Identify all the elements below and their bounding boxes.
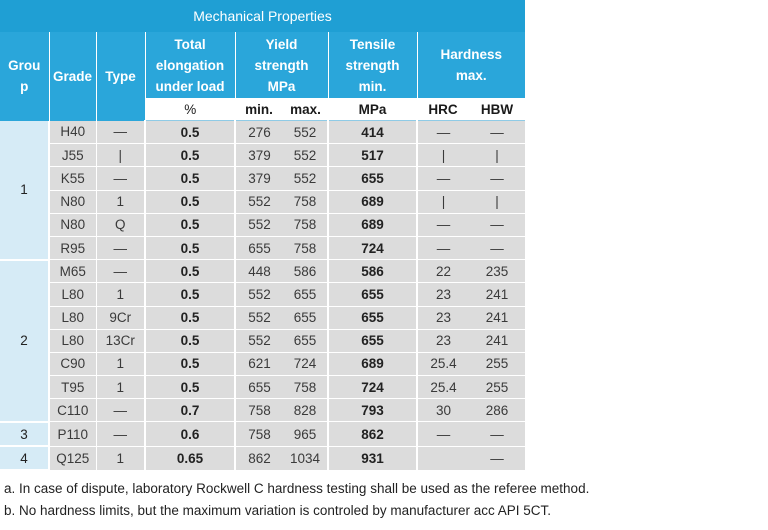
cell-type: 1 (96, 283, 145, 306)
cell-grade: N80 (49, 213, 96, 236)
cell-hbw: 241 (469, 329, 525, 352)
cell-type: 1 (96, 376, 145, 399)
cell-type: — (96, 260, 145, 283)
cell-ymax: 1034 (283, 446, 328, 470)
table-row (0, 213, 525, 236)
cell-type: — (96, 399, 145, 422)
table-row (0, 329, 525, 352)
cell-ymax: 655 (283, 283, 328, 306)
unit-hrc: HRC (417, 98, 469, 121)
cell-ymax: 758 (283, 376, 328, 399)
cell-ymax: 828 (283, 399, 328, 422)
cell-grade: P110 (49, 422, 96, 446)
cell-ymin: 862 (235, 446, 283, 470)
cell-ymax: 552 (283, 144, 328, 167)
cell-ymin: 758 (235, 422, 283, 446)
table-row (0, 144, 525, 167)
table-row (0, 376, 525, 399)
cell-hbw: 286 (469, 399, 525, 422)
cell-ymin: 758 (235, 399, 283, 422)
cell-grade: K55 (49, 167, 96, 190)
cell-elong: 0.65 (145, 446, 235, 470)
cell-ymax: 552 (283, 121, 328, 144)
cell-grade: T95 (49, 376, 96, 399)
cell-ts: 689 (328, 352, 417, 375)
cell-hrc: — (417, 167, 469, 190)
table-body (0, 121, 525, 471)
cell-hbw: | (469, 144, 525, 167)
unit-tensile: MPa (328, 98, 417, 121)
table-row (0, 446, 525, 470)
cell-type: | (96, 144, 145, 167)
cell-ts: 655 (328, 329, 417, 352)
cell-hbw: 255 (469, 376, 525, 399)
cell-grade: C110 (49, 399, 96, 422)
cell-elong: 0.5 (145, 306, 235, 329)
cell-ts: 724 (328, 236, 417, 259)
cell-ymax: 758 (283, 213, 328, 236)
header-group: Grou p (0, 32, 49, 121)
cell-type: 1 (96, 190, 145, 213)
cell-ymax: 552 (283, 167, 328, 190)
cell-ymin: 552 (235, 283, 283, 306)
cell-ymin: 655 (235, 376, 283, 399)
cell-grade: Q125 (49, 446, 96, 470)
cell-hrc: 22 (417, 260, 469, 283)
cell-hrc: 23 (417, 283, 469, 306)
cell-elong: 0.5 (145, 329, 235, 352)
cell-ymin: 621 (235, 352, 283, 375)
cell-elong: 0.5 (145, 144, 235, 167)
cell-ts: 414 (328, 121, 417, 144)
cell-elong: 0.7 (145, 399, 235, 422)
unit-yield-max: max. (283, 98, 328, 121)
table-row (0, 236, 525, 259)
cell-hbw: — (469, 121, 525, 144)
header-tensile: Tensile strength min. (328, 32, 417, 98)
header-grade: Grade (49, 32, 96, 121)
cell-hrc: 23 (417, 329, 469, 352)
cell-type: 1 (96, 352, 145, 375)
cell-hrc: 25.4 (417, 352, 469, 375)
cell-elong: 0.5 (145, 167, 235, 190)
cell-ts: 862 (328, 422, 417, 446)
cell-ymax: 758 (283, 190, 328, 213)
cell-hbw: — (469, 167, 525, 190)
cell-ts: 517 (328, 144, 417, 167)
cell-ymax: 655 (283, 329, 328, 352)
cell-ymin: 552 (235, 306, 283, 329)
cell-hrc (417, 446, 469, 470)
unit-hbw: HBW (469, 98, 525, 121)
cell-hbw: — (469, 213, 525, 236)
cell-hbw: 241 (469, 283, 525, 306)
group-cell: 2 (0, 260, 49, 422)
footnotes (4, 480, 764, 524)
cell-ts: 689 (328, 213, 417, 236)
cell-elong: 0.5 (145, 283, 235, 306)
cell-hbw: — (469, 236, 525, 259)
cell-elong: 0.5 (145, 121, 235, 144)
cell-hbw: 241 (469, 306, 525, 329)
footnote-a: a. In case of dispute, laboratory Rockwell C hardness testing shall be used as the referee method. (4, 481, 590, 496)
cell-hrc: | (417, 144, 469, 167)
cell-hrc: 23 (417, 306, 469, 329)
cell-ymax: 965 (283, 422, 328, 446)
cell-hrc: — (417, 213, 469, 236)
cell-grade: M65 (49, 260, 96, 283)
table-row (0, 283, 525, 306)
cell-ymax: 655 (283, 306, 328, 329)
cell-elong: 0.6 (145, 422, 235, 446)
table-title: Mechanical Properties (0, 0, 525, 32)
cell-hbw: 235 (469, 260, 525, 283)
cell-type: — (96, 167, 145, 190)
cell-ts: 655 (328, 167, 417, 190)
cell-ymin: 552 (235, 190, 283, 213)
group-cell: 4 (0, 446, 49, 470)
cell-hrc: — (417, 121, 469, 144)
table-row (0, 399, 525, 422)
cell-hbw: — (469, 446, 525, 470)
cell-elong: 0.5 (145, 376, 235, 399)
cell-ymin: 448 (235, 260, 283, 283)
cell-grade: N80 (49, 190, 96, 213)
table-row (0, 121, 525, 144)
cell-grade: H40 (49, 121, 96, 144)
cell-type: — (96, 121, 145, 144)
cell-grade: C90 (49, 352, 96, 375)
group-cell: 3 (0, 422, 49, 446)
cell-elong: 0.5 (145, 190, 235, 213)
cell-type: 1 (96, 446, 145, 470)
cell-ymin: 552 (235, 213, 283, 236)
cell-ts: 931 (328, 446, 417, 470)
table-row (0, 190, 525, 213)
cell-grade: L80 (49, 306, 96, 329)
unit-elongation: % (145, 98, 235, 121)
table-row (0, 422, 525, 446)
cell-ymin: 655 (235, 236, 283, 259)
table-row (0, 306, 525, 329)
cell-elong: 0.5 (145, 260, 235, 283)
cell-hrc: 25.4 (417, 376, 469, 399)
cell-grade: R95 (49, 236, 96, 259)
cell-ymin: 552 (235, 329, 283, 352)
cell-ymin: 276 (235, 121, 283, 144)
cell-ts: 655 (328, 306, 417, 329)
table-row (0, 352, 525, 375)
cell-ts: 689 (328, 190, 417, 213)
unit-yield-min: min. (235, 98, 283, 121)
cell-ts: 793 (328, 399, 417, 422)
header-elongation: Total elongation under load (145, 32, 235, 98)
header-type: Type (96, 32, 145, 121)
cell-grade: J55 (49, 144, 96, 167)
cell-hbw: — (469, 422, 525, 446)
cell-hrc: | (417, 190, 469, 213)
header-yield: Yield strength MPa (235, 32, 328, 98)
table-row (0, 260, 525, 283)
cell-elong: 0.5 (145, 352, 235, 375)
cell-grade: L80 (49, 283, 96, 306)
table-row (0, 167, 525, 190)
header-hardness: Hardness max. (417, 32, 525, 98)
cell-ts: 586 (328, 260, 417, 283)
cell-hbw: 255 (469, 352, 525, 375)
cell-ymax: 724 (283, 352, 328, 375)
cell-hrc: — (417, 236, 469, 259)
cell-grade: L80 (49, 329, 96, 352)
cell-type: Q (96, 213, 145, 236)
cell-ymin: 379 (235, 167, 283, 190)
cell-ymin: 379 (235, 144, 283, 167)
cell-ymax: 758 (283, 236, 328, 259)
cell-type: — (96, 422, 145, 446)
cell-hbw: | (469, 190, 525, 213)
cell-hrc: 30 (417, 399, 469, 422)
group-cell: 1 (0, 121, 49, 260)
cell-ymax: 586 (283, 260, 328, 283)
cell-hrc: — (417, 422, 469, 446)
footnote-b: b. No hardness limits, but the maximum variation is controled by manufacturer acc API 5CT. (4, 503, 551, 518)
cell-ts: 655 (328, 283, 417, 306)
cell-elong: 0.5 (145, 213, 235, 236)
cell-elong: 0.5 (145, 236, 235, 259)
cell-type: 9Cr (96, 306, 145, 329)
cell-type: — (96, 236, 145, 259)
cell-ts: 724 (328, 376, 417, 399)
cell-type: 13Cr (96, 329, 145, 352)
